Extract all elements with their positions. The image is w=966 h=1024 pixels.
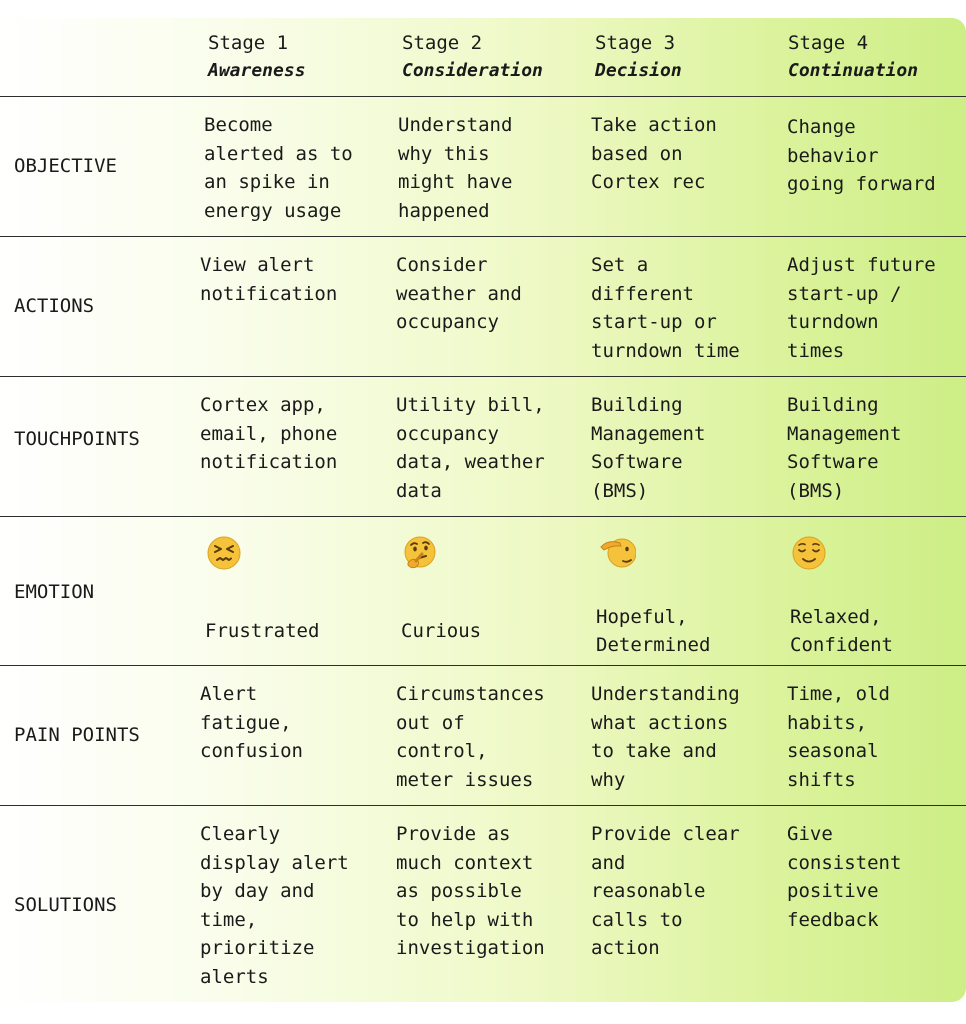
cell-objective-stage-2: Understand why this might have happened [398, 114, 513, 222]
cell-pain-points-stage-4: Time, old habits, seasonal shifts [787, 683, 890, 791]
emotion-text-stage-4: Relaxed, Confident [790, 606, 893, 656]
stage-1-name: Awareness [208, 60, 306, 81]
cell-solutions-stage-1: Clearly display alert by day and time, prioritize alerts [200, 823, 349, 988]
persevering-face-icon [206, 535, 242, 571]
row-label: OBJECTIVE [14, 155, 117, 177]
stage-3-label: Stage 3 [595, 32, 676, 54]
row-label: EMOTION [14, 581, 95, 603]
stage-2-name: Consideration [402, 60, 543, 81]
row-solutions [0, 805, 966, 1002]
cell-actions-stage-1: View alert notification [200, 254, 338, 305]
saluting-face-icon [600, 535, 636, 571]
journey-map [0, 18, 966, 1002]
relieved-face-icon [791, 535, 827, 571]
stage-4-header [788, 30, 918, 84]
cell-actions-stage-3: Set a different start-up or turndown time [591, 254, 740, 362]
emotion-text-stage-3: Hopeful, Determined [596, 606, 711, 656]
stage-2-label: Stage 2 [402, 32, 483, 54]
thinking-face-icon [402, 535, 438, 571]
cell-actions-stage-2: Consider weather and occupancy [396, 254, 522, 333]
stage-3-name: Decision [595, 60, 682, 81]
row-objective [0, 96, 966, 237]
row-pain-points [0, 665, 966, 806]
cell-touchpoints-stage-1: Cortex app, email, phone notification [200, 394, 338, 473]
cell-solutions-stage-4: Give consistent positive feedback [787, 823, 902, 931]
stage-2-header [402, 30, 543, 84]
stage-3-header [595, 30, 682, 84]
row-label: SOLUTIONS [14, 894, 117, 916]
cell-solutions-stage-2: Provide as much context as possible to help with investigation [396, 823, 545, 959]
row-label: TOUCHPOINTS [14, 428, 140, 450]
row-actions [0, 236, 966, 377]
cell-pain-points-stage-3: Understanding what actions to take and why [591, 683, 740, 791]
emotion-text-stage-2: Curious [401, 620, 482, 642]
cell-solutions-stage-3: Provide clear and reasonable calls to action [591, 823, 740, 959]
cell-touchpoints-stage-2: Utility bill, occupancy data, weather data [396, 394, 545, 502]
stage-1-label: Stage 1 [208, 32, 289, 54]
row-emotion [0, 516, 966, 666]
cell-objective-stage-3: Take action based on Cortex rec [591, 114, 717, 193]
cell-objective-stage-1: Become alerted as to an spike in energy usage [204, 114, 353, 222]
cell-actions-stage-4: Adjust future start-up / turndown times [787, 254, 936, 362]
row-touchpoints [0, 376, 966, 517]
cell-touchpoints-stage-3: Building Management Software (BMS) [591, 394, 706, 502]
stage-4-label: Stage 4 [788, 32, 869, 54]
emotion-text-stage-1: Frustrated [205, 620, 320, 642]
cell-pain-points-stage-2: Circumstances out of control, meter issues [396, 683, 545, 791]
cell-pain-points-stage-1: Alert fatigue, confusion [200, 683, 303, 762]
cell-touchpoints-stage-4: Building Management Software (BMS) [787, 394, 902, 502]
stage-1-header [208, 30, 306, 84]
cell-objective-stage-4: Change behavior going forward [787, 116, 936, 195]
stage-4-name: Continuation [788, 60, 919, 81]
row-label: PAIN POINTS [14, 724, 140, 746]
row-label: ACTIONS [14, 295, 95, 317]
